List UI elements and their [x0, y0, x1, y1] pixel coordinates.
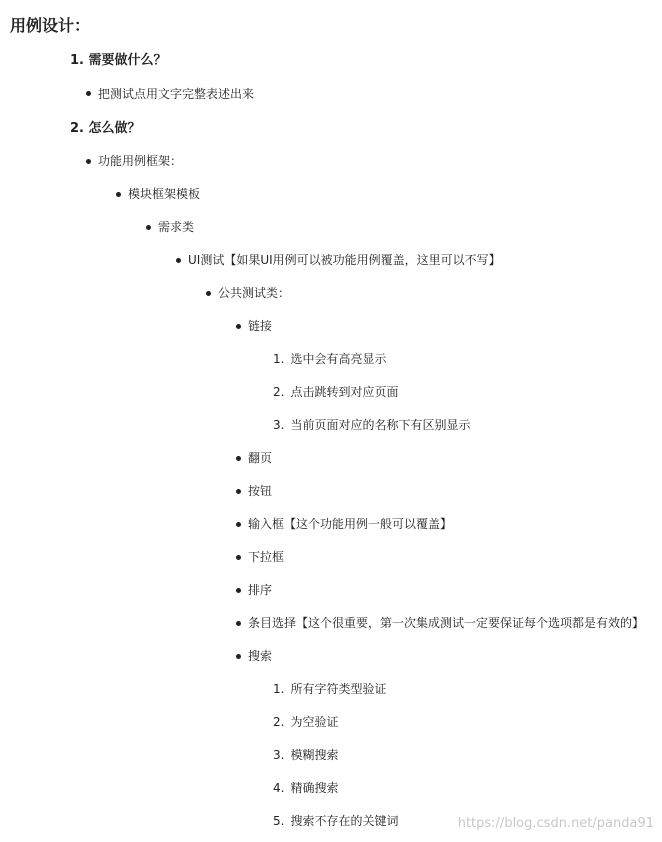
bullet [176, 258, 181, 263]
bullet [206, 291, 211, 296]
list-item-button: 按钮 [248, 484, 273, 498]
list-item-template: 模块框架模板 [128, 187, 201, 201]
bullet [236, 456, 241, 461]
bullet [236, 588, 241, 593]
bullet [236, 555, 241, 560]
list-item: 把测试点用文字完整表述出来 [98, 87, 255, 101]
list-item-common: 公共测试类： [218, 286, 291, 300]
section-heading-what: 1. 需要做什么？ [70, 53, 167, 68]
ordered-item: 5. 搜索不存在的关键词 [273, 814, 399, 828]
list-item-input: 输入框【这个功能用例一般可以覆盖】 [248, 517, 453, 531]
ordered-item: 2. 点击跳转到对应页面 [273, 385, 399, 399]
bullet [116, 192, 121, 197]
bullet [236, 522, 241, 527]
bullet [236, 489, 241, 494]
ordered-item: 1. 所有字符类型验证 [273, 682, 387, 696]
bullet [236, 654, 241, 659]
bullet [236, 621, 241, 626]
list-item-ui-test: UI测试【如果UI用例可以被功能用例覆盖，这里可以不写】 [188, 253, 501, 267]
ordered-item: 3. 模糊搜索 [273, 748, 339, 762]
ordered-item: 4. 精确搜索 [273, 781, 339, 795]
list-item-link: 链接 [248, 319, 273, 333]
bullet [86, 159, 91, 164]
bullet [86, 91, 91, 96]
list-item-sort: 排序 [248, 583, 273, 597]
bullet [146, 225, 151, 230]
ordered-item: 3. 当前页面对应的名称下有区别显示 [273, 418, 471, 432]
section-heading-how: 2. 怎么做？ [70, 121, 141, 136]
watermark-url: https://blog.csdn.net/panda91 [457, 816, 654, 831]
list-item-paging: 翻页 [248, 451, 273, 465]
list-item-requirement: 需求类 [158, 220, 195, 234]
ordered-item: 2. 为空验证 [273, 715, 339, 729]
ordered-item: 1. 选中会有高亮显示 [273, 352, 387, 366]
list-item-select: 条目选择【这个很重要，第一次集成测试一定要保证每个选项都是有效的】 [248, 616, 645, 630]
list-item-search: 搜索 [248, 649, 273, 663]
page-title: 用例设计： [10, 16, 91, 35]
list-item-dropdown: 下拉框 [248, 550, 285, 564]
list-item-framework: 功能用例框架： [98, 154, 183, 168]
bullet [236, 324, 241, 329]
